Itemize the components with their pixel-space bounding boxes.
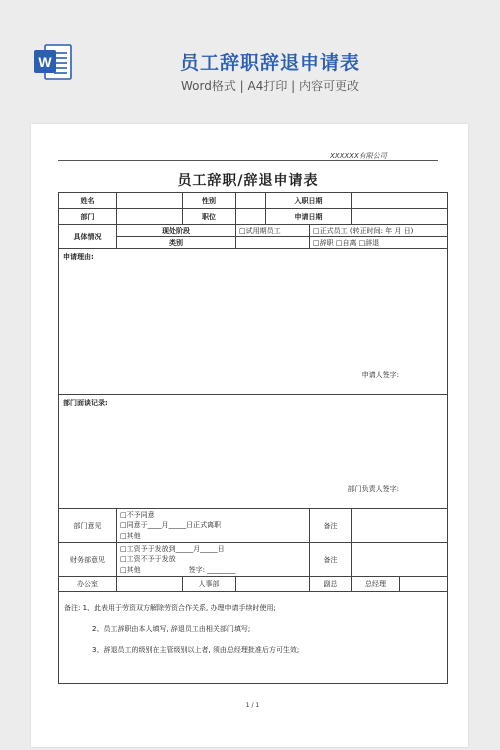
applicant-signature-label: 申请人签字:: [361, 371, 399, 379]
page-title: 员工辞职辞退申请表: [179, 52, 360, 74]
application-form-table: [58, 192, 448, 684]
word-doc-icon: [33, 43, 73, 81]
category-blank: [236, 237, 310, 249]
office-field[interactable]: [117, 577, 183, 592]
dept-opinion-label: 部门意见: [59, 509, 117, 543]
entry-date-field[interactable]: [352, 193, 448, 209]
name-label: 姓名: [59, 193, 117, 209]
apply-date-label: 申请日期: [266, 209, 352, 225]
note-line-1: 备注: 1、此表用于劳资双方解除劳资合作关系, 办理申请手续时使用;: [64, 604, 276, 612]
office-label: 办公室: [59, 577, 117, 592]
finance-signature-label: 签字: ________: [188, 565, 236, 574]
vp-label: 副总: [310, 577, 352, 592]
finance-opinion-options[interactable]: [117, 543, 310, 577]
note-line-2: 2、员工辞职由本人填写, 辞退员工由相关部门填写;: [92, 625, 251, 633]
finance-option-pay[interactable]: □工资予于发放到_____月_____日: [120, 544, 225, 553]
header-rule: [58, 160, 438, 161]
position-label: 职位: [183, 209, 236, 225]
dept-option-reject[interactable]: □不予同意: [120, 510, 155, 519]
note-line-3: 3、辞退员工的级别在主管级别以上者, 须由总经理批准后方可生效;: [92, 646, 300, 654]
gm-label: 总经理: [352, 577, 400, 592]
svg-text:W: W: [38, 54, 52, 70]
page-subtitle: Word格式 | A4打印 | 内容可更改: [180, 79, 360, 93]
position-field[interactable]: [236, 209, 266, 225]
dept-head-signature-label: 部门负责人签字:: [347, 485, 399, 493]
finance-option-row: [120, 565, 306, 576]
gm-field[interactable]: [400, 577, 448, 592]
finance-option-nopay[interactable]: □工资不予于发放: [120, 555, 176, 564]
page-number: 1 / 1: [245, 702, 260, 709]
gender-field[interactable]: [236, 193, 266, 209]
interview-label: 部门面谈记录:: [63, 399, 108, 407]
form-title: 员工辞职/辞退申请表: [177, 173, 319, 189]
dept-remark-label: 备注: [310, 509, 352, 543]
finance-remark-label: 备注: [310, 543, 352, 577]
notes-box: [59, 592, 448, 684]
department-field[interactable]: [117, 209, 183, 225]
department-label: 部门: [59, 209, 117, 225]
name-field[interactable]: [117, 193, 183, 209]
reason-label: 申请理由:: [63, 253, 94, 261]
regular-checkbox[interactable]: □正式员工 (转正时间: 年 月 日): [310, 225, 448, 237]
finance-remark-field[interactable]: [352, 543, 448, 577]
apply-date-field[interactable]: [352, 209, 448, 225]
hr-label: 人事部: [183, 577, 236, 592]
dept-opinion-options[interactable]: [117, 509, 310, 543]
header: [0, 0, 500, 120]
dept-option-other[interactable]: □其他: [120, 531, 141, 540]
dept-remark-field[interactable]: [352, 509, 448, 543]
company-name: XXXXXX有限公司: [330, 152, 387, 160]
interview-box[interactable]: [59, 395, 448, 509]
entry-date-label: 入职日期: [266, 193, 352, 209]
category-label: 类别: [117, 237, 236, 249]
stage-label: 现处阶段: [117, 225, 236, 237]
probation-checkbox[interactable]: □试用期员工: [236, 225, 310, 237]
category-checkboxes[interactable]: □辞职 □自离 □辞退: [310, 237, 448, 249]
hr-field[interactable]: [236, 577, 310, 592]
dept-option-approve[interactable]: □同意于____月_____日正式离职: [120, 521, 222, 530]
finance-option-other[interactable]: □其他: [120, 565, 141, 574]
gender-label: 性别: [183, 193, 236, 209]
reason-box[interactable]: [59, 249, 448, 395]
situation-label: 具体情况: [59, 225, 117, 249]
finance-opinion-label: 财务部意见: [59, 543, 117, 577]
